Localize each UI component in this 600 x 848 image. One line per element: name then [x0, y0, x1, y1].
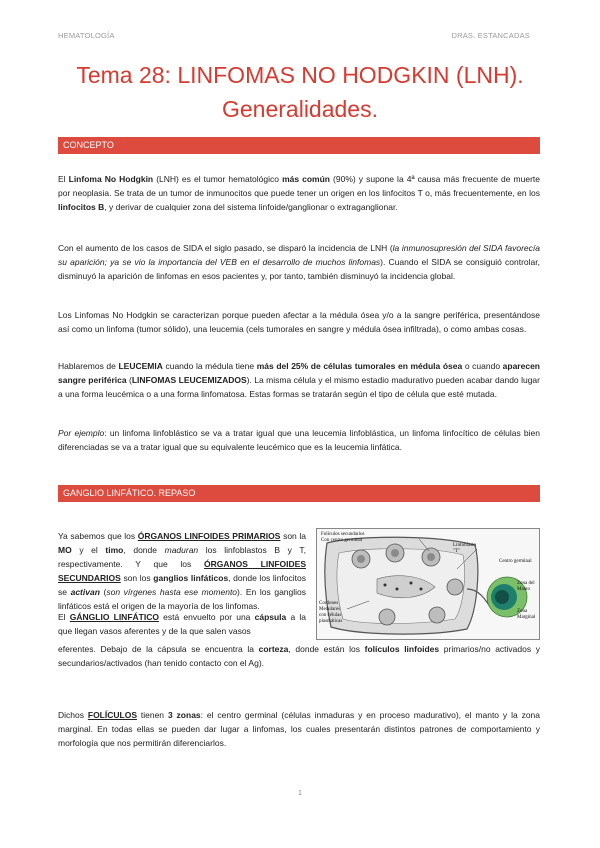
paragraph-ganglio-end: eferentes. Debajo de la cápsula se encuentra la corteza, donde están los folículos linfoides primarios/no activados y secundarios/activados (han tenido contacto con el Ag). — [58, 644, 540, 668]
label-foliculos: Folículos secundarios Con centro germinal — [321, 532, 365, 543]
header-left: HEMATOLOGÍA — [58, 31, 115, 40]
lymph-node-figure — [316, 528, 540, 640]
page-number: 1 — [298, 790, 302, 797]
lymph-node-illustration — [317, 529, 539, 639]
label-zona-marginal: Zona Marginal — [517, 609, 536, 620]
section-heading-ganglio: GANGLIO LINFÁTICO. REPASO — [58, 485, 540, 502]
paragraph-ganglio-start: El GÁNGLIO LINFÁTICO está envuelto por una cápsula a la que llegan vasos aferentes y de la que salen vasos — [58, 612, 306, 636]
paragraph-foliculos: Dichos FOLÍCULOS tienen 3 zonas: el centro germinal (células inmaduras y en proceso madurativo), el manto y la zona marginal. En todas ellas se pueden dar lugar a linfomas, los cuales presentarán distintos patrones de comportamiento y morfología que nos permitirán diferenciarlos. — [58, 710, 541, 748]
paragraph-leucemia: Hablaremos de LEUCEMIA cuando la médula tiene más del 25% de células tumorales en médula ósea o cuando aparecen sangre periférica (LINFOMAS LEUCEMIZADOS). La misma célula y el mismo estadio madurativo pueden acabar dando lugar a una forma leucémica o a una forma linfomatosa. Estas formas se tratarán según el tipo de célula que esté mutada. — [58, 361, 540, 399]
label-zona-manto: Zona del Manto — [517, 581, 535, 592]
paragraph-afectacion: Los Linfomas No Hodgkin se caracterizan porque pueden afectar a la médula ósea y/o a la sangre periférica, presentándose así como un linfoma (tumor sólido), una leucemia (cels tumorales en sangre y médula ósea infiltrada), o como ambas cosas. — [58, 310, 540, 334]
title-line-2: Generalidades. — [222, 96, 378, 122]
section-heading-concepto: CONCEPTO — [58, 137, 540, 154]
label-cordones: Cordones Medulares con células plasmáticas — [319, 601, 343, 624]
page-title — [40, 58, 560, 126]
paragraph-definicion: El Linfoma No Hodgkin (LNH) es el tumor hematológico más común (90%) y supone la 4ª causa más frecuente de muerte por neoplasia. Se trata de un tumor de inmunocitos que puede tener un origen en los linfocitos T o, más frecuentemente, en los linfocitos B, y derivar de cualquier zona del sistema linfoide/ganglionar o extraganglionar. — [58, 174, 540, 212]
paragraph-ejemplo: Por ejemplo: un linfoma linfoblástico se va a tratar igual que una leucemia linfoblástica, un linfoma linfocítico de células bien diferenciadas se va a tratar igual que su equivalente leucémico que es la leucemia linfática. — [58, 428, 540, 452]
paragraph-organos-linfoides: Ya sabemos que los ÓRGANOS LINFOIDES PRIMARIOS son la MO y el timo, donde maduran los linfoblastos B y T, respectivamente. Y que los ÓRGANOS LINFOIDES SECUNDARIOS son los ganglios linfáticos, donde los linfocitos se activan (son vírgenes hasta ese momento). En los ganglios linfáticos está el origen de la mayoría de los linfomas. — [58, 531, 307, 611]
label-centro-germinal: Centro germinal — [499, 559, 532, 564]
paragraph-sida: Con el aumento de los casos de SIDA el siglo pasado, se disparó la incidencia de LNH (la inmunosupresión del SIDA favorecía su aparición; ya se vio la importancia del VEB en el desarrollo de muchos linfomas). Cuando el SIDA se consiguió controlar, disminuyó la aparición de linfomas en esos pacientes y, por tanto, también disminuyó la incidencia global. — [58, 243, 540, 281]
label-linfoblasto: Linfoblasto "T" — [453, 543, 477, 554]
header-right: DRAS. ESTANCADAS — [451, 31, 530, 40]
title-line-1: Tema 28: LINFOMAS NO HODGKIN (LNH). — [76, 62, 524, 88]
